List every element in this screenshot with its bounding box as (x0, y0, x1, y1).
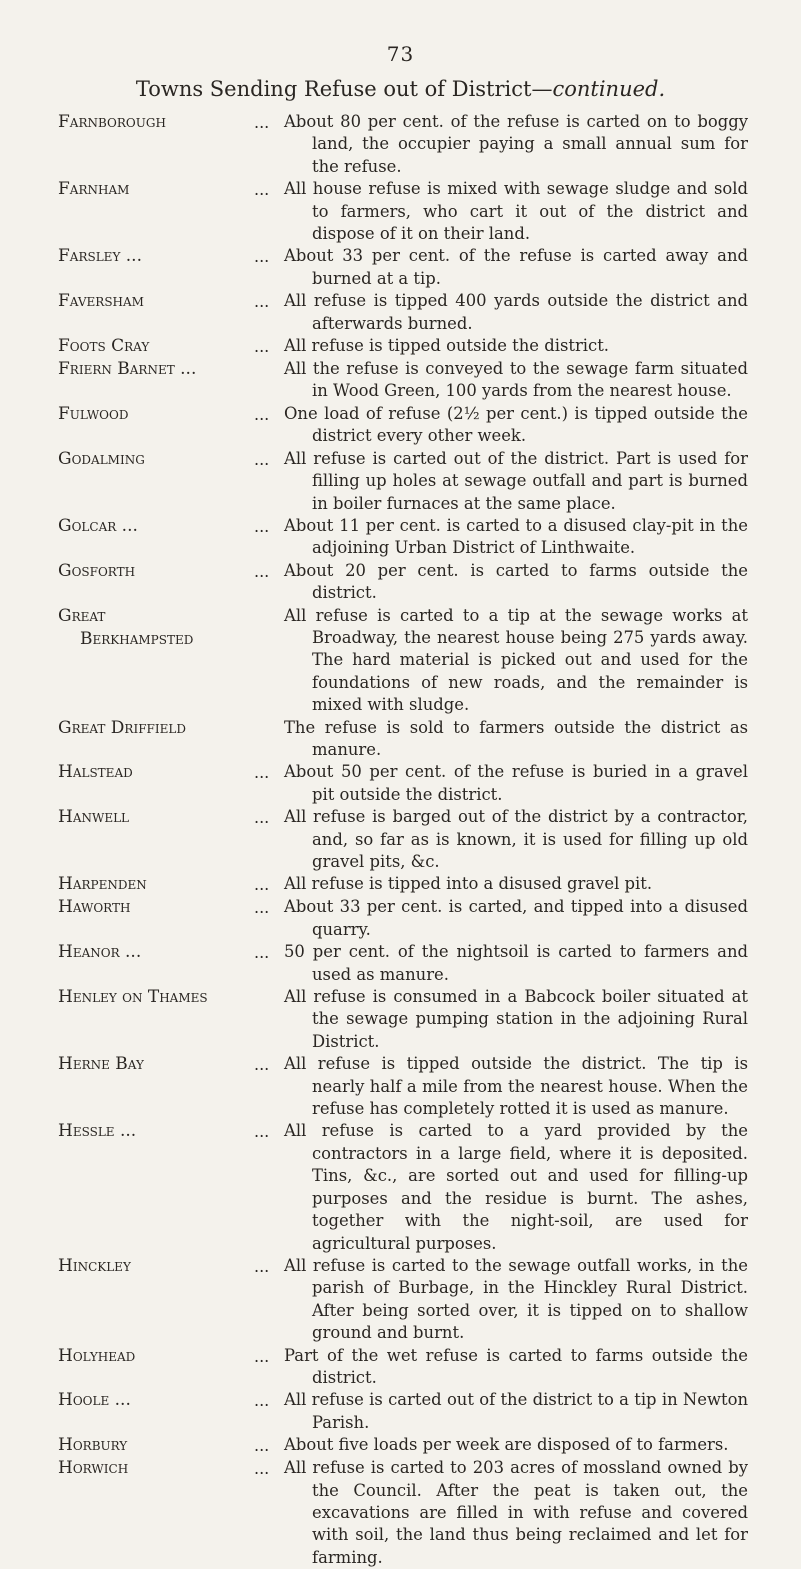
refuse-description: All refuse is tipped outside the district. (284, 336, 609, 356)
town-name-line-2: Berkhampsted (80, 628, 194, 649)
town-name-line: Hoole ... (58, 1390, 131, 1411)
leader-dots: ... (254, 337, 270, 357)
entry-row (58, 941, 748, 986)
town-name-line: Heanor ... (58, 942, 142, 963)
refuse-description: All refuse is tipped into a disused gravel pit. (284, 874, 653, 894)
heading-continued: continued. (552, 77, 666, 101)
town-name-line: Farsley ... (58, 246, 142, 267)
refuse-description: The refuse is sold to farmers outside the district as manure. (284, 717, 748, 759)
town-name-line: Horwich (58, 1458, 129, 1479)
town-name (58, 1255, 254, 1345)
town-name (58, 761, 254, 806)
leader-dots (254, 986, 284, 1053)
town-name (58, 986, 254, 1053)
town-name-line: Great (58, 605, 106, 626)
leader-dots: ... (254, 292, 270, 312)
entry-row (58, 1389, 748, 1434)
town-name (58, 1434, 254, 1457)
leader-dots: ... (254, 808, 270, 828)
leader-dots: ... (254, 113, 270, 132)
town-name (58, 1389, 254, 1434)
town-name (58, 290, 254, 335)
town-name (58, 873, 254, 896)
town-name (58, 1457, 254, 1569)
town-name-line: Friern Barnet ... (58, 359, 197, 380)
town-name (58, 178, 254, 245)
entry-row (58, 717, 748, 762)
town-name (58, 717, 254, 762)
entry-row (58, 335, 748, 358)
town-name (58, 1053, 254, 1120)
entry-row (58, 111, 748, 178)
town-name-line: Henley on Thames (58, 987, 208, 1008)
leader-dots: ... (254, 1346, 270, 1366)
entry-row (58, 448, 748, 515)
entry-row (58, 178, 748, 245)
town-name (58, 896, 254, 941)
refuse-description: All refuse is tipped 400 yards outside the district and afterwards burned. (284, 291, 748, 333)
refuse-description: About 20 per cent. is carted to farms outside the district. (284, 560, 748, 603)
refuse-description: All refuse is tipped outside the district. The tip is nearly half a mile from the nearest house. When the refuse has completely rotted it is used as manure. (284, 1054, 748, 1119)
refuse-description: About 80 per cent. of the refuse is carted on to boggy land, the occupier paying a small annual sum for the refuse. (284, 112, 748, 176)
leader-dots (254, 605, 284, 717)
entry-row (58, 1053, 748, 1120)
town-name (58, 941, 254, 986)
entry-row (58, 1457, 748, 1569)
town-name (58, 806, 254, 873)
town-name (58, 560, 254, 605)
leader-dots: ... (254, 1055, 270, 1075)
page-heading: Towns Sending Refuse out of District—continued. (135, 77, 666, 101)
town-name (58, 1120, 254, 1254)
leader-dots (254, 358, 284, 403)
town-name-line: Godalming (58, 448, 145, 469)
entry-row (58, 605, 748, 717)
refuse-description: All refuse is carted out of the district. Part is used for filling up holes at sewage outfall and part is burned in boiler furnaces at the same place. (284, 448, 748, 513)
entries-list (58, 111, 748, 1569)
entry-row (58, 896, 748, 941)
leader-dots: ... (254, 763, 270, 783)
entry-row (58, 358, 748, 403)
leader-dots: ... (254, 875, 270, 895)
town-name-line: Foots Cray (58, 336, 150, 357)
refuse-description: All house refuse is mixed with sewage sludge and sold to farmers, who cart it out of the district and dispose of it on their land. (284, 179, 748, 244)
entry-row (58, 761, 748, 806)
refuse-description: About five loads per week are disposed of to farmers. (284, 1435, 729, 1455)
heading-main: Towns Sending Refuse out of District (135, 77, 532, 101)
page-number: 73 (386, 42, 415, 66)
refuse-description: All the refuse is conveyed to the sewage farm situated in Wood Green, 100 yards from the nearest house. (284, 359, 748, 401)
entry-row (58, 1434, 748, 1457)
entry-row (58, 290, 748, 335)
refuse-description: All refuse is carted to 203 acres of mossland owned by the Council. After the peat is taken out, the excavations are filled in with refuse and covered with soil, the land thus being reclaimed and let for farming. (284, 1458, 748, 1567)
refuse-description: About 33 per cent. is carted, and tipped into a disused quarry. (284, 897, 748, 939)
town-name (58, 448, 254, 515)
entry-row (58, 986, 748, 1053)
refuse-description: About 11 per cent. is carted to a disused clay-pit in the adjoining Urban District of Linthwaite. (284, 515, 748, 558)
refuse-description: Part of the wet refuse is carted to farms outside the district. (284, 1345, 748, 1387)
town-name-line: Horbury (58, 1435, 128, 1456)
town-name-line: Haworth (58, 897, 131, 918)
town-name (58, 403, 254, 448)
town-name-line: Golcar ... (58, 515, 138, 536)
town-name-line: Hanwell (58, 807, 130, 828)
refuse-description: One load of refuse (2½ per cent.) is tipped outside the district every other week. (284, 403, 748, 446)
town-name (58, 111, 254, 178)
town-name (58, 605, 254, 717)
town-name-line: Great Driffield (58, 717, 186, 738)
leader-dots (254, 717, 284, 762)
entry-row (58, 1345, 748, 1390)
leader-dots: ... (254, 180, 270, 200)
town-name-line: Harpenden (58, 874, 147, 895)
entry-row (58, 806, 748, 873)
refuse-description: 50 per cent. of the nightsoil is carted to farmers and used as manure. (284, 942, 748, 984)
refuse-description: All refuse is carted to a yard provided by the contractors in a large field, where it is deposited. Tins, &c., are sorted out and used for filling-up purposes and the residue is burnt. The ashes, together with the night-soil, are used for agricultural purposes. (284, 1121, 748, 1253)
entry-row (58, 245, 748, 290)
leader-dots: ... (254, 516, 270, 536)
town-name (58, 515, 254, 560)
town-name-line: Farnborough (58, 112, 166, 132)
entry-row (58, 1255, 748, 1345)
entry-row (58, 1120, 748, 1254)
leader-dots: ... (254, 247, 270, 267)
entry-row (58, 560, 748, 605)
leader-dots: ... (254, 1256, 270, 1276)
entry-row (58, 873, 748, 896)
town-name (58, 335, 254, 358)
leader-dots: ... (254, 1459, 270, 1479)
leader-dots: ... (254, 898, 270, 918)
town-name (58, 245, 254, 290)
leader-dots: ... (254, 1391, 270, 1411)
refuse-description: All refuse is consumed in a Babcock boiler situated at the sewage pumping station in the adjoining Rural District. (284, 987, 748, 1051)
town-name-line: Faversham (58, 291, 144, 312)
leader-dots: ... (254, 943, 270, 963)
refuse-description: All refuse is carted to a tip at the sewage works at Broadway, the nearest house being 275 yards away. The hard material is picked out and used for the foundations of new roads, and the remainder is mixed with sludge. (284, 605, 748, 715)
town-name (58, 358, 254, 403)
refuse-description: About 33 per cent. of the refuse is carted away and burned at a tip. (284, 246, 748, 288)
entry-row (58, 515, 748, 560)
town-name-line: Holyhead (58, 1345, 136, 1366)
refuse-description: All refuse is barged out of the district by a contractor, and, so far as is known, it is used for filling up old gravel pits, &c. (284, 807, 748, 871)
town-name-line: Farnham (58, 179, 130, 200)
town-name-line: Hessle ... (58, 1121, 137, 1142)
leader-dots: ... (254, 404, 270, 424)
refuse-description: About 50 per cent. of the refuse is buried in a gravel pit outside the district. (284, 762, 748, 804)
town-name-line: Herne Bay (58, 1054, 144, 1075)
leader-dots: ... (254, 449, 270, 469)
leader-dots: ... (254, 561, 270, 581)
leader-dots: ... (254, 1436, 270, 1456)
town-name-line: Fulwood (58, 403, 129, 424)
entry-row (58, 403, 748, 448)
refuse-description: All refuse is carted to the sewage outfall works, in the parish of Burbage, in the Hinckley Rural District. After being sorted over, it is tipped on to shallow ground and burnt. (284, 1255, 748, 1343)
town-name-line: Hinckley (58, 1255, 131, 1276)
town-name-line: Gosforth (58, 560, 136, 581)
town-name (58, 1345, 254, 1390)
town-name-line: Halstead (58, 762, 133, 783)
refuse-description: All refuse is carted out of the district to a tip in Newton Parish. (284, 1390, 748, 1432)
leader-dots: ... (254, 1122, 270, 1142)
